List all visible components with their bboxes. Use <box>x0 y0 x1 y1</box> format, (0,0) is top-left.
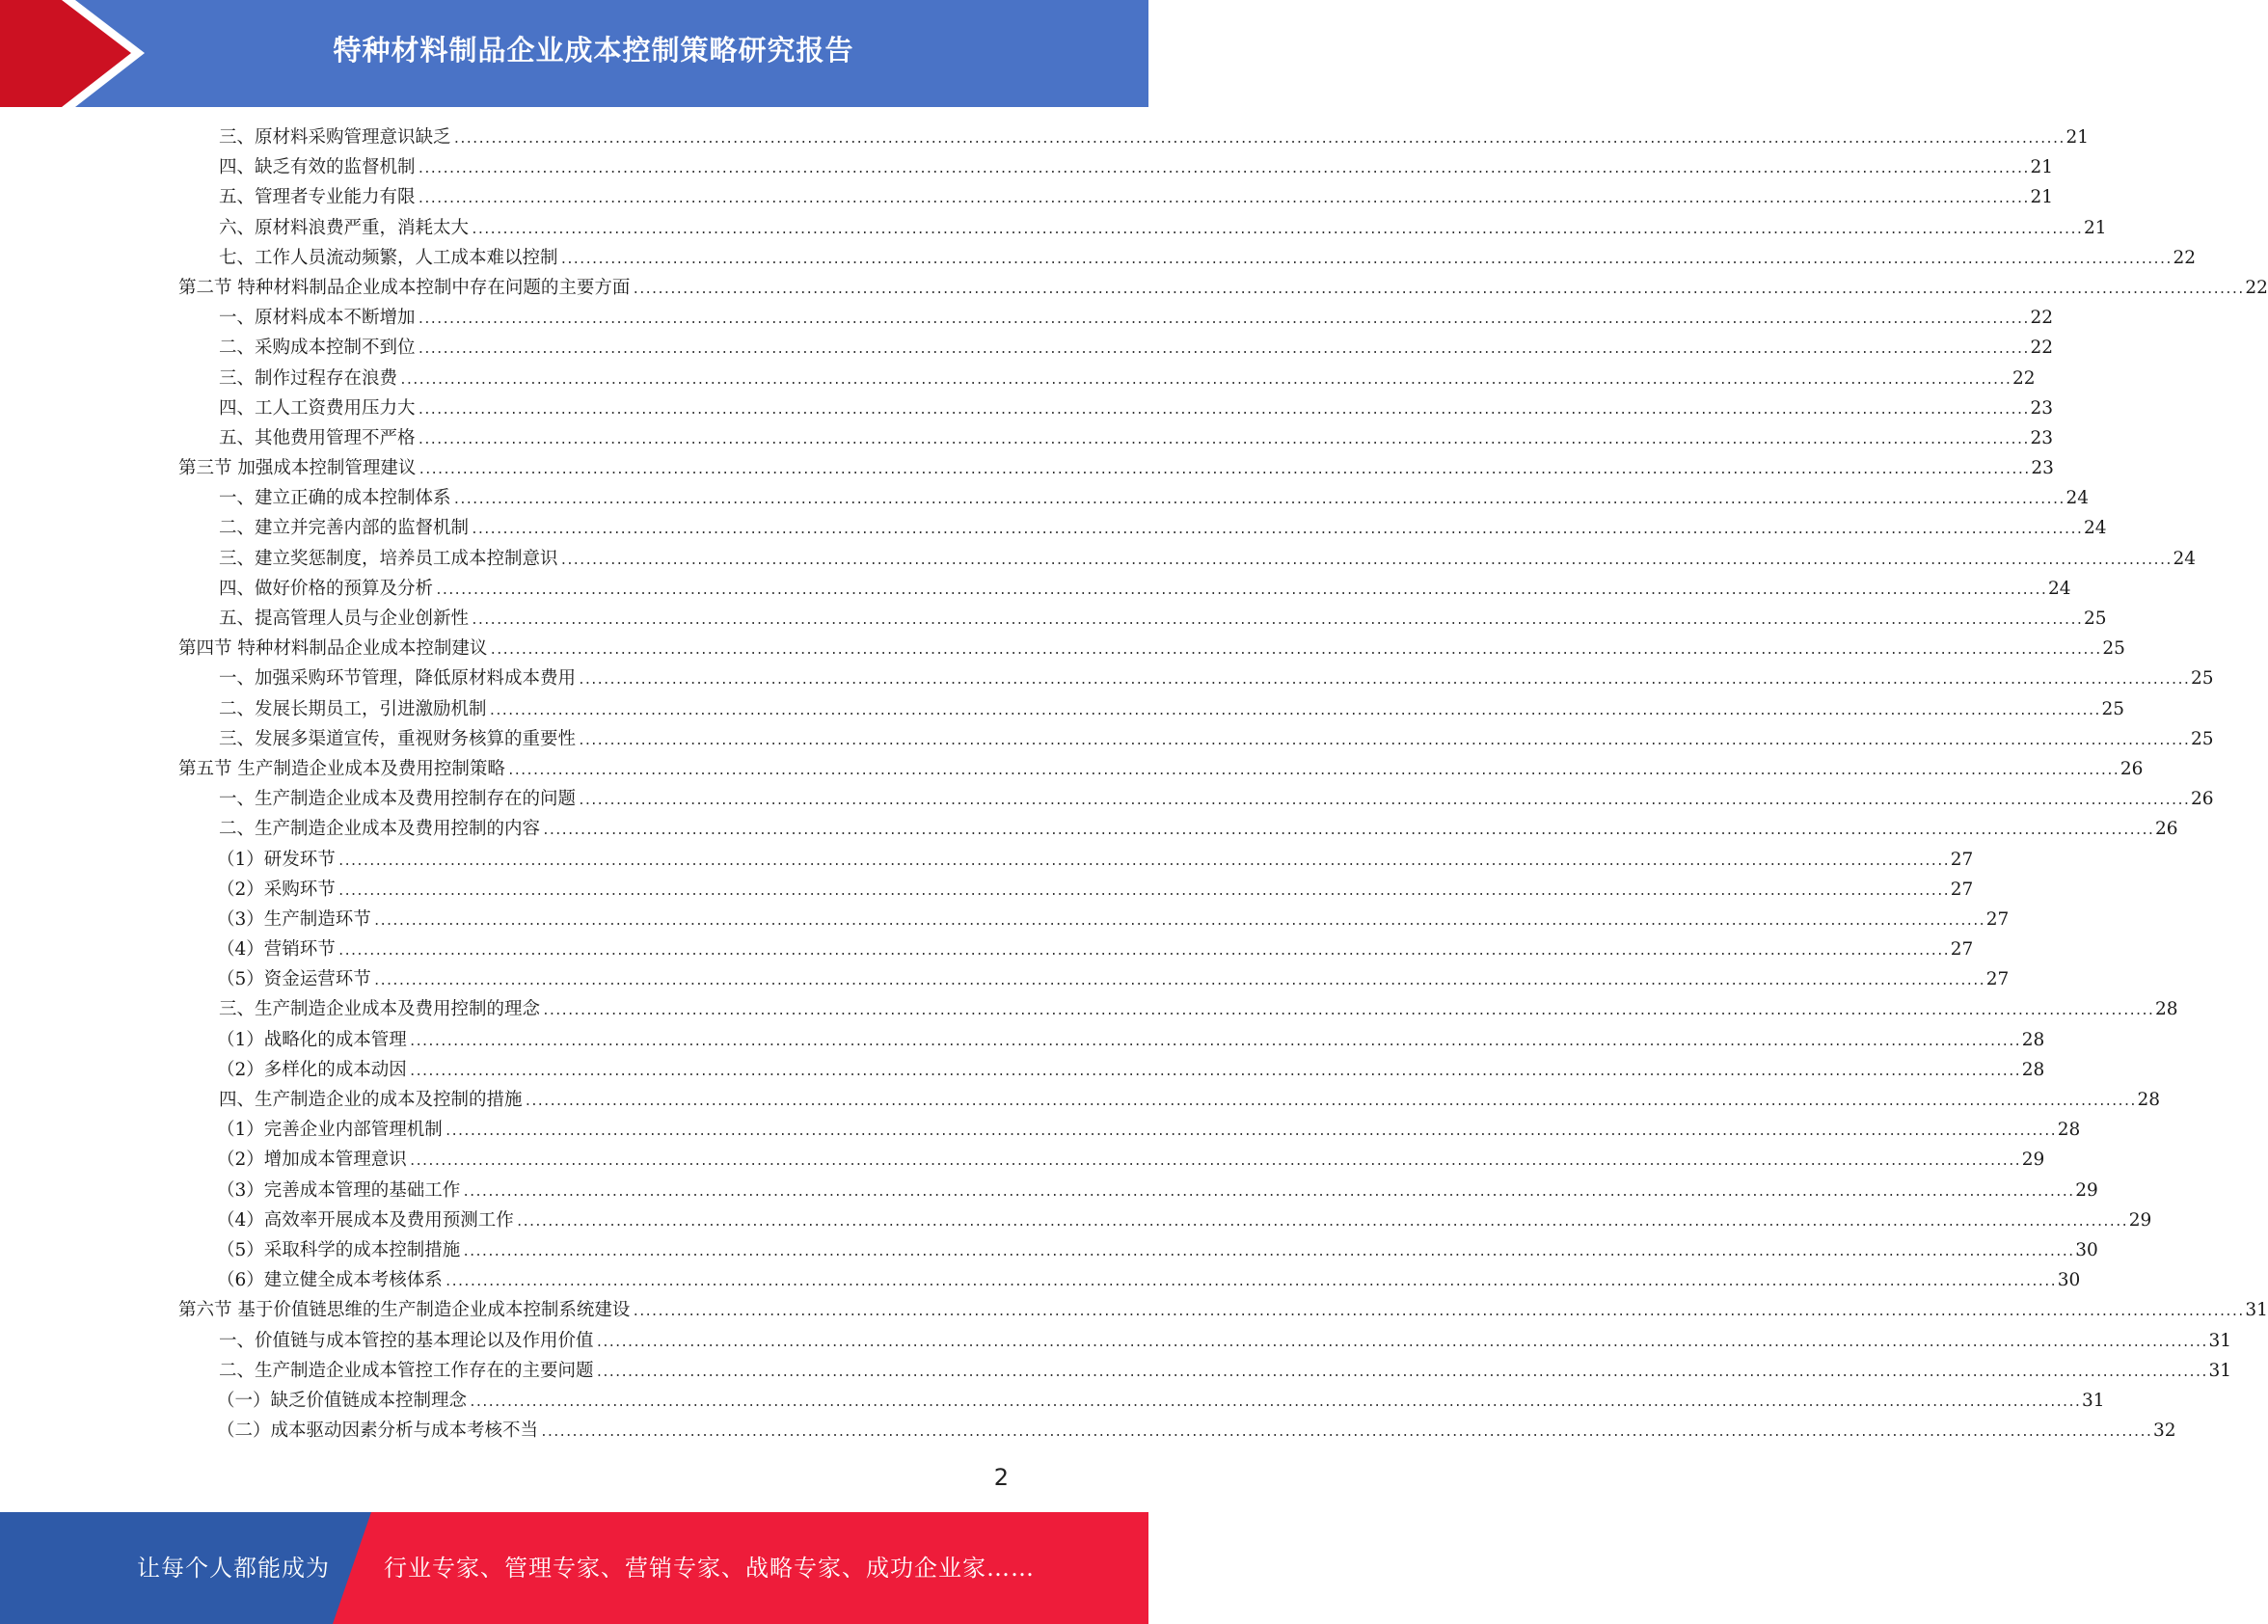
toc-entry-title: （2）增加成本管理意识 <box>217 1150 407 1171</box>
page-number: 2 <box>993 1464 1009 1491</box>
toc-dot-leader: .................................................................................................................................................................................................................................................................... <box>471 523 2082 538</box>
toc-dot-leader: .................................................................................................................................................................................................................................................................... <box>469 1394 2080 1410</box>
toc-entry-title: 第二节 特种材料制品企业成本控制中存在问题的主要方面 <box>178 277 631 298</box>
toc-entry-page: 32 <box>2152 1421 2176 1442</box>
toc-entry[interactable] <box>178 574 2071 604</box>
toc-entry-page: 24 <box>2083 518 2107 539</box>
toc-entry[interactable] <box>178 453 2054 483</box>
toc-entry[interactable] <box>178 1326 2231 1356</box>
toc-entry[interactable] <box>178 182 2053 212</box>
toc-entry[interactable] <box>178 544 2196 574</box>
toc-dot-leader: .................................................................................................................................................................................................................................................................... <box>462 1244 2074 1259</box>
toc-dot-leader: .................................................................................................................................................................................................................................................................... <box>632 1305 2244 1320</box>
toc-entry-title: （5）资金运营环节 <box>217 969 371 990</box>
toc-entry-title: 二、生产制造企业成本管控工作存在的主要问题 <box>219 1360 594 1381</box>
toc-entry-page: 28 <box>2057 1120 2081 1141</box>
toc-entry-page: 21 <box>2083 217 2107 238</box>
toc-entry[interactable] <box>178 875 1974 905</box>
toc-entry[interactable] <box>178 303 2053 333</box>
toc-entry-title: （4）营销环节 <box>217 939 336 961</box>
toc-dot-leader: .................................................................................................................................................................................................................................................................... <box>471 613 2082 628</box>
toc-entry[interactable] <box>178 934 1974 964</box>
toc-entry[interactable] <box>178 724 2214 754</box>
toc-entry-page: 24 <box>2066 488 2089 509</box>
toc-entry-title: 一、生产制造企业成本及费用控制存在的问题 <box>219 789 577 810</box>
toc-entry[interactable] <box>178 814 2178 844</box>
toc-entry-title: 第四节 特种材料制品企业成本控制建议 <box>178 638 488 660</box>
toc-dot-leader: .................................................................................................................................................................................................................................................................... <box>417 162 2029 177</box>
toc-entry[interactable] <box>178 694 2124 724</box>
toc-entry-title: 一、价值链与成本管控的基本理论以及作用价值 <box>219 1330 594 1351</box>
toc-entry-page: 29 <box>2021 1150 2045 1171</box>
toc-entry-title: 五、提高管理人员与企业创新性 <box>219 609 470 629</box>
toc-entry[interactable] <box>178 754 2144 784</box>
toc-entry-title: （1）战略化的成本管理 <box>217 1029 407 1050</box>
toc-entry-page: 23 <box>2030 427 2053 448</box>
toc-entry[interactable] <box>178 483 2089 513</box>
toc-entry-page: 28 <box>2021 1059 2045 1080</box>
toc-dot-leader: .................................................................................................................................................................................................................................................................... <box>595 1335 2207 1350</box>
toc-dot-leader: .................................................................................................................................................................................................................................................................... <box>515 1214 2127 1230</box>
toc-dot-leader: .................................................................................................................................................................................................................................................................... <box>488 703 2100 718</box>
toc-entry-title: （5）采取科学的成本控制措施 <box>217 1239 461 1260</box>
toc-dot-leader: .................................................................................................................................................................................................................................................................... <box>337 883 1949 899</box>
toc-entry-page: 26 <box>2154 819 2178 840</box>
toc-entry-page: 31 <box>2208 1330 2231 1351</box>
toc-entry-title: （2）采购环节 <box>217 879 336 900</box>
toc-entry-title: 五、管理者专业能力有限 <box>219 187 416 208</box>
toc-dot-leader: .................................................................................................................................................................................................................................................................... <box>417 402 2029 418</box>
toc-entry-title: （3）生产制造环节 <box>217 908 371 930</box>
toc-entry-title: 三、发展多渠道宣传，重视财务核算的重要性 <box>219 728 577 749</box>
toc-entry-page: 22 <box>2173 247 2196 268</box>
toc-entry[interactable] <box>178 273 2268 303</box>
toc-entry-title: 五、其他费用管理不严格 <box>219 427 416 448</box>
toc-entry-title: 四、工人工资费用压力大 <box>219 397 416 419</box>
toc-entry-title: （3）完善成本管理的基础工作 <box>217 1179 461 1201</box>
toc-entry[interactable] <box>178 1416 2176 1446</box>
toc-entry[interactable] <box>178 513 2107 543</box>
toc-entry[interactable] <box>178 1386 2105 1416</box>
toc-entry-page: 28 <box>2137 1090 2160 1110</box>
toc-entry[interactable] <box>178 1025 2045 1055</box>
toc-entry[interactable] <box>178 604 2107 634</box>
toc-entry[interactable] <box>178 243 2196 273</box>
toc-dot-leader: .................................................................................................................................................................................................................................................................... <box>578 673 2189 689</box>
toc-entry-title: 四、生产制造企业的成本及控制的措施 <box>219 1090 523 1110</box>
toc-dot-leader: .................................................................................................................................................................................................................................................................... <box>408 1064 2020 1079</box>
toc-entry-page: 27 <box>1950 849 1974 870</box>
toc-entry-page: 27 <box>1985 908 2010 930</box>
document-title: 特种材料制品企业成本控制策略研究报告 <box>333 34 854 67</box>
toc-entry[interactable] <box>178 423 2053 453</box>
toc-entry-page: 22 <box>2030 338 2053 359</box>
toc-dot-leader: .................................................................................................................................................................................................................................................................... <box>417 192 2029 207</box>
toc-dot-leader: .................................................................................................................................................................................................................................................................... <box>417 432 2029 447</box>
toc-entry-page: 22 <box>2245 277 2268 298</box>
toc-entry-title: 一、原材料成本不断增加 <box>219 308 416 329</box>
toc-entry-page: 31 <box>2245 1300 2268 1321</box>
toc-entry[interactable] <box>178 1265 2081 1295</box>
toc-entry[interactable] <box>178 1145 2045 1175</box>
toc-entry[interactable] <box>178 152 2053 182</box>
toc-entry[interactable] <box>178 122 2089 152</box>
toc-entry-page: 31 <box>2081 1390 2105 1411</box>
toc-entry-page: 24 <box>2047 578 2071 599</box>
toc-entry-title: 第六节 基于价值链思维的生产制造企业成本控制系统建设 <box>178 1300 631 1321</box>
toc-entry-title: 三、制作过程存在浪费 <box>219 367 398 389</box>
toc-entry-page: 22 <box>2012 367 2036 389</box>
toc-dot-leader: .................................................................................................................................................................................................................................................................... <box>408 1034 2020 1049</box>
toc-dot-leader: .................................................................................................................................................................................................................................................................... <box>337 944 1949 960</box>
toc-dot-leader: .................................................................................................................................................................................................................................................................... <box>372 913 1984 929</box>
toc-dot-leader: .................................................................................................................................................................................................................................................................... <box>540 1425 2151 1441</box>
toc-entry[interactable] <box>178 1176 2098 1205</box>
toc-entry-page: 28 <box>2154 999 2178 1020</box>
toc-entry[interactable] <box>178 784 2214 814</box>
toc-entry-page: 23 <box>2031 458 2054 479</box>
toc-entry[interactable] <box>178 1085 2160 1115</box>
page-header <box>0 0 1148 107</box>
toc-dot-leader: .................................................................................................................................................................................................................................................................... <box>372 974 1984 989</box>
toc-entry[interactable] <box>178 1055 2045 1085</box>
toc-dot-leader: .................................................................................................................................................................................................................................................................... <box>418 463 2030 478</box>
toc-entry-title: 二、生产制造企业成本及费用控制的内容 <box>219 819 541 840</box>
toc-entry[interactable] <box>178 364 2036 393</box>
toc-entry-title: （一）缺乏价值链成本控制理念 <box>217 1390 468 1411</box>
toc-dot-leader: .................................................................................................................................................................................................................................................................... <box>559 553 2172 568</box>
toc-entry-title: 三、原材料采购管理意识缺乏 <box>219 127 451 148</box>
toc-dot-leader: .................................................................................................................................................................................................................................................................... <box>462 1184 2074 1200</box>
toc-entry-title: 二、发展长期员工，引进激励机制 <box>219 698 487 719</box>
toc-dot-leader: .................................................................................................................................................................................................................................................................... <box>452 132 2065 147</box>
toc-entry-page: 22 <box>2030 308 2053 329</box>
toc-dot-leader: .................................................................................................................................................................................................................................................................... <box>444 1124 2056 1140</box>
toc-entry-page: 25 <box>2083 609 2107 629</box>
toc-entry[interactable] <box>178 663 2214 693</box>
toc-dot-leader: .................................................................................................................................................................................................................................................................... <box>417 312 2029 328</box>
toc-dot-leader: .................................................................................................................................................................................................................................................................... <box>595 1365 2207 1380</box>
toc-entry-page: 25 <box>2102 638 2125 660</box>
toc-entry-page: 27 <box>1950 939 1974 961</box>
toc-dot-leader: .................................................................................................................................................................................................................................................................... <box>559 252 2172 267</box>
toc-entry[interactable] <box>178 1205 2152 1235</box>
toc-entry[interactable] <box>178 905 2010 934</box>
toc-entry[interactable] <box>178 1235 2098 1265</box>
toc-entry-page: 30 <box>2075 1239 2098 1260</box>
toc-entry-title: 二、建立并完善内部的监督机制 <box>219 518 470 539</box>
toc-entry-page: 23 <box>2030 397 2053 419</box>
toc-entry-page: 21 <box>2030 187 2053 208</box>
toc-entry-title: 四、做好价格的预算及分析 <box>219 578 434 599</box>
toc-entry-page: 26 <box>2120 758 2144 779</box>
toc-entry-title: （4）高效率开展成本及费用预测工作 <box>217 1209 514 1231</box>
toc-dot-leader: .................................................................................................................................................................................................................................................................... <box>444 1275 2056 1290</box>
toc-entry-title: 三、生产制造企业成本及费用控制的理念 <box>219 999 541 1020</box>
toc-entry[interactable] <box>178 1115 2081 1145</box>
toc-entry-page: 28 <box>2021 1029 2045 1050</box>
toc-entry[interactable] <box>178 1295 2268 1325</box>
toc-dot-leader: .................................................................................................................................................................................................................................................................... <box>578 733 2189 748</box>
footer-slogan-right: 行业专家、管理专家、营销专家、战略专家、成功企业家…… <box>384 1555 1035 1582</box>
toc-entry[interactable] <box>178 964 2010 994</box>
toc-entry-page: 26 <box>2190 789 2214 810</box>
toc-entry-title: 四、缺乏有效的监督机制 <box>219 157 416 178</box>
toc-entry-page: 21 <box>2066 127 2089 148</box>
toc-entry-title: 三、建立奖惩制度，培养员工成本控制意识 <box>219 548 558 569</box>
toc-dot-leader: .................................................................................................................................................................................................................................................................... <box>408 1154 2020 1170</box>
toc-dot-leader: .................................................................................................................................................................................................................................................................... <box>452 493 2065 508</box>
toc-entry-title: 六、原材料浪费严重，消耗太大 <box>219 217 470 238</box>
toc-entry[interactable] <box>178 333 2053 363</box>
toc-entry-page: 31 <box>2208 1360 2231 1381</box>
page-footer <box>0 1512 1148 1624</box>
toc-entry-page: 21 <box>2030 157 2053 178</box>
toc-entry-title: 七、工作人员流动频繁，人工成本难以控制 <box>219 247 558 268</box>
toc-entry-title: （二）成本驱动因素分析与成本考核不当 <box>217 1421 539 1442</box>
toc-entry-title: （1）完善企业内部管理机制 <box>217 1120 443 1141</box>
toc-entry-page: 27 <box>1985 969 2010 990</box>
toc-entry[interactable] <box>178 1356 2231 1386</box>
toc-entry-page: 29 <box>2075 1179 2098 1201</box>
toc-dot-leader: .................................................................................................................................................................................................................................................................... <box>524 1095 2136 1109</box>
toc-entry-title: 第三节 加强成本控制管理建议 <box>178 458 417 479</box>
toc-dot-leader: .................................................................................................................................................................................................................................................................... <box>578 794 2189 809</box>
table-of-contents <box>178 122 2268 1446</box>
toc-dot-leader: .................................................................................................................................................................................................................................................................... <box>506 763 2119 778</box>
toc-entry-page: 30 <box>2057 1270 2081 1291</box>
toc-entry-page: 29 <box>2128 1209 2152 1231</box>
toc-entry-title: 二、采购成本控制不到位 <box>219 338 416 359</box>
toc-dot-leader: .................................................................................................................................................................................................................................................................... <box>632 282 2244 297</box>
toc-entry-title: （1）研发环节 <box>217 849 336 870</box>
toc-dot-leader: .................................................................................................................................................................................................................................................................... <box>489 643 2101 659</box>
toc-entry[interactable] <box>178 213 2107 243</box>
toc-entry-title: 一、加强采购环节管理，降低原材料成本费用 <box>219 668 577 690</box>
toc-entry-title: （6）建立健全成本考核体系 <box>217 1270 443 1291</box>
toc-entry-title: 第五节 生产制造企业成本及费用控制策略 <box>178 758 505 779</box>
toc-entry-page: 25 <box>2101 698 2124 719</box>
toc-entry[interactable] <box>178 634 2125 663</box>
toc-entry[interactable] <box>178 845 1974 875</box>
toc-dot-leader: .................................................................................................................................................................................................................................................................... <box>435 582 2046 598</box>
toc-dot-leader: .................................................................................................................................................................................................................................................................... <box>399 372 2011 388</box>
footer-slogan-left: 让每个人都能成为 <box>137 1555 330 1582</box>
toc-dot-leader: .................................................................................................................................................................................................................................................................... <box>471 222 2082 237</box>
toc-entry[interactable] <box>178 994 2178 1024</box>
toc-entry-page: 24 <box>2173 548 2196 569</box>
toc-dot-leader: .................................................................................................................................................................................................................................................................... <box>542 1004 2153 1019</box>
toc-entry-title: 一、建立正确的成本控制体系 <box>219 488 451 509</box>
toc-dot-leader: .................................................................................................................................................................................................................................................................... <box>542 824 2153 839</box>
toc-dot-leader: .................................................................................................................................................................................................................................................................... <box>337 853 1949 869</box>
toc-entry[interactable] <box>178 393 2053 423</box>
toc-entry-page: 25 <box>2190 728 2214 749</box>
toc-entry-page: 27 <box>1950 879 1974 900</box>
toc-entry-page: 25 <box>2190 668 2214 690</box>
toc-dot-leader: .................................................................................................................................................................................................................................................................... <box>417 342 2029 358</box>
toc-entry-title: （2）多样化的成本动因 <box>217 1059 407 1080</box>
